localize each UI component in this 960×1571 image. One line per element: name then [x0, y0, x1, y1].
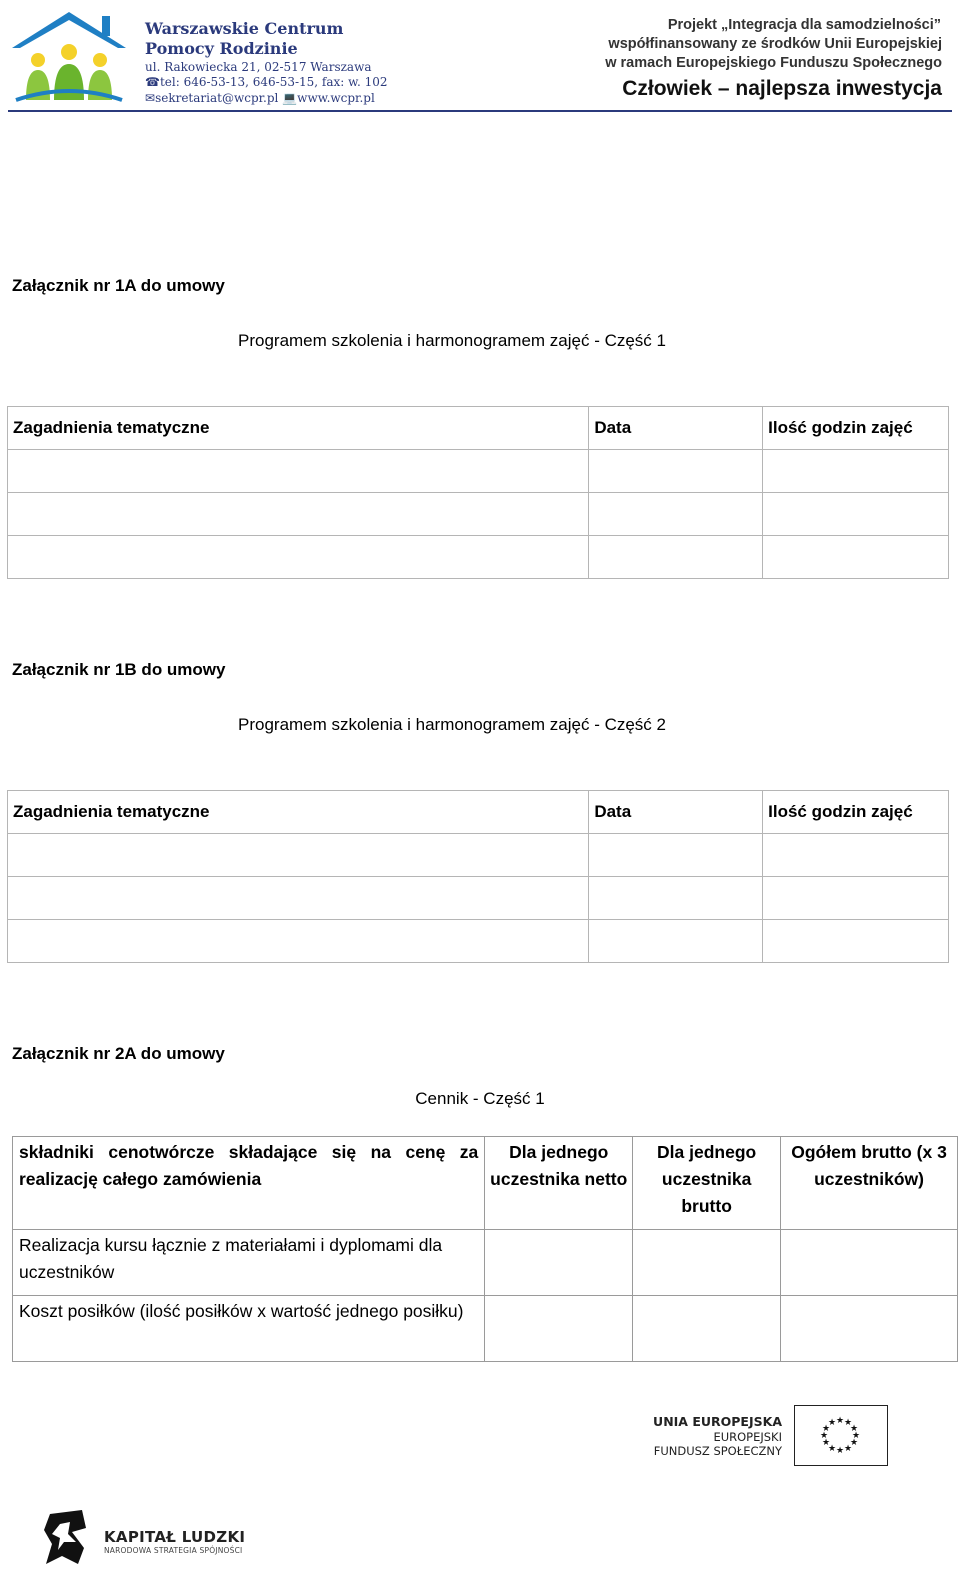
org-address: ul. Rakowiecka 21, 02-517 Warszawa [145, 60, 372, 74]
svg-text:★: ★ [849, 1438, 859, 1448]
table-cell: Realizacja kursu łącznie z materiałami i dyplomami dla uczestników [13, 1230, 485, 1296]
project-line-1: Projekt „Integracja dla samodzielności” [667, 17, 941, 33]
slogan: Człowiek – najlepsza inwestycja [622, 77, 942, 100]
table-cell [485, 1296, 633, 1362]
computer-icon: 💻 [282, 91, 298, 105]
eu-label-line-1: UNIA EUROPEJSKA [653, 1414, 782, 1429]
table-row [8, 536, 949, 579]
kapital-ludzki-logo-icon [42, 1508, 90, 1566]
org-phone: tel: 646-53-13, 646-53-15, fax: w. 102 [159, 75, 388, 89]
column-header: Dla jednego uczestnika netto [485, 1137, 633, 1230]
table-cell [633, 1296, 781, 1362]
org-name-line-2: Pomocy Rodzinie [145, 39, 298, 58]
section-2a-subtitle: Cennik - Część 1 [415, 1089, 545, 1108]
column-header: Ogółem brutto (x 3 uczestników) [781, 1137, 958, 1230]
column-header: Dla jednego uczestnika brutto [633, 1137, 781, 1230]
table-cell [763, 536, 949, 579]
table-row [8, 450, 949, 493]
section-2a-heading: Załącznik nr 2A do umowy [12, 1044, 225, 1063]
table-cell [763, 920, 949, 963]
table-cell [781, 1296, 958, 1362]
project-line-2: współfinansowany ze środków Unii Europejskiej [608, 36, 942, 52]
org-website[interactable]: www.wcpr.pl [297, 91, 375, 105]
svg-text:★: ★ [827, 1418, 837, 1428]
org-name-line-1: Warszawskie Centrum [145, 19, 344, 38]
mail-icon: ✉ [145, 91, 156, 105]
table-row [8, 493, 949, 536]
table-cell [589, 493, 763, 536]
org-contact-line [145, 91, 375, 106]
section-1a-subtitle: Programem szkolenia i harmonogramem zajęć - Część 1 [238, 331, 666, 350]
section-1b-subtitle: Programem szkolenia i harmonogramem zajęć - Część 2 [238, 715, 666, 734]
column-header: Data [589, 407, 763, 450]
column-header: składniki cenotwórcze składające się na cenę za realizację całego zamówienia [13, 1137, 485, 1230]
header-divider [8, 110, 952, 112]
table-cell [8, 877, 589, 920]
table-cell [589, 920, 763, 963]
svg-text:★: ★ [835, 1416, 845, 1426]
org-phone-line [145, 75, 388, 90]
eu-label-line-2: EUROPEJSKI [713, 1430, 782, 1444]
svg-text:★: ★ [843, 1418, 853, 1428]
table-cell [763, 834, 949, 877]
table-cell [589, 877, 763, 920]
svg-text:★: ★ [843, 1444, 853, 1454]
table-row [8, 834, 949, 877]
eu-flag-icon [794, 1405, 888, 1466]
table-cell [8, 450, 589, 493]
svg-text:★: ★ [819, 1431, 829, 1441]
column-header: Ilość godzin zajęć [763, 407, 949, 450]
wcpr-logo [8, 8, 130, 108]
svg-text:★: ★ [821, 1438, 831, 1448]
table-cell [8, 834, 589, 877]
eu-label-line-3: FUNDUSZ SPOŁECZNY [653, 1444, 782, 1458]
table-row [8, 877, 949, 920]
table-cell: Koszt posiłków (ilość posiłków x wartość jednego posiłku) [13, 1296, 485, 1362]
table-cell [485, 1230, 633, 1296]
section-1a-heading: Załącznik nr 1A do umowy [12, 276, 225, 295]
svg-text:★: ★ [835, 1446, 845, 1456]
table-cell [781, 1230, 958, 1296]
table-cell [589, 536, 763, 579]
org-email[interactable]: sekretariat@wcpr.pl [155, 91, 279, 105]
section-1b-table [7, 790, 949, 963]
table-row [13, 1230, 958, 1296]
section-1b-heading: Załącznik nr 1B do umowy [12, 660, 226, 679]
table-cell [8, 493, 589, 536]
table-cell [763, 493, 949, 536]
section-1a-table [7, 406, 949, 579]
column-header: Zagadnienia tematyczne [8, 407, 589, 450]
table-cell [8, 920, 589, 963]
table-cell [763, 877, 949, 920]
table-cell [763, 450, 949, 493]
phone-icon: ☎ [145, 75, 160, 89]
kapital-ludzki-title: KAPITAŁ LUDZKI [104, 1528, 246, 1546]
column-header: Zagadnienia tematyczne [8, 791, 589, 834]
svg-text:★: ★ [827, 1444, 837, 1454]
svg-text:★: ★ [851, 1431, 861, 1441]
kapital-ludzki-subtitle: NARODOWA STRATEGIA SPÓJNOŚCI [104, 1546, 243, 1555]
table-cell [8, 536, 589, 579]
table-cell [633, 1230, 781, 1296]
table-row [8, 920, 949, 963]
price-table [12, 1136, 958, 1362]
column-header: Data [589, 791, 763, 834]
table-header-row [13, 1137, 958, 1230]
table-cell [589, 834, 763, 877]
project-line-3: w ramach Europejskiego Funduszu Społecznego [605, 55, 942, 71]
table-header-row [8, 407, 949, 450]
table-row [13, 1296, 958, 1362]
svg-text:★: ★ [821, 1424, 831, 1434]
column-header: Ilość godzin zajęć [763, 791, 949, 834]
svg-text:★: ★ [849, 1424, 859, 1434]
table-header-row [8, 791, 949, 834]
table-cell [589, 450, 763, 493]
